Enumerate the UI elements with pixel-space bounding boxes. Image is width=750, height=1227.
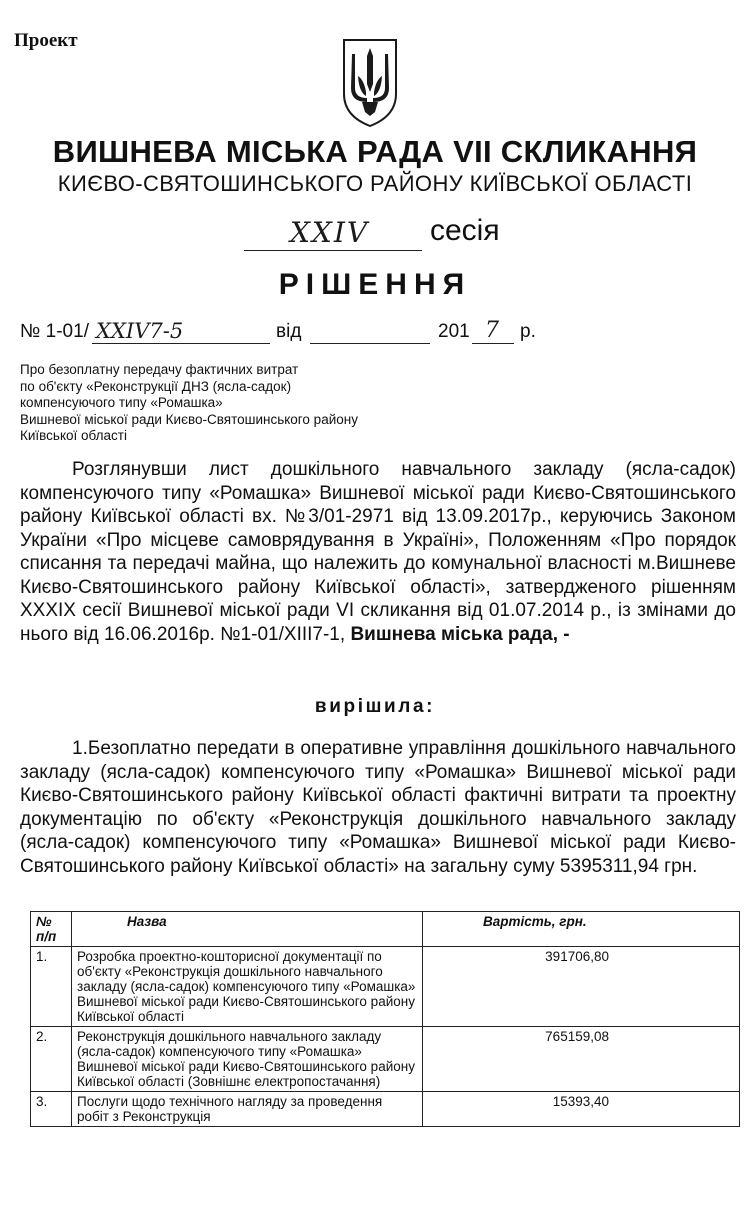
session-number: XXIV [290,216,370,249]
date-underline [310,321,430,344]
subject-line: Вишневої міської ради Києво-Святошинського району [20,411,358,427]
from-label: від [276,321,302,342]
row-number: 1. [31,947,72,1027]
row-name: Розробка проектно-кошторисної документації по об'єкту «Реконструкція дошкільного навчального закладу (ясла-садок) компенсуючого типу «Ромашка» Вишневої міської ради Києво-Святошинського району Київської області [72,947,423,1027]
council-subtitle: КИЄВО-СВЯТОШИНСЬКОГО РАЙОНУ КИЇВСЬКОЇ ОБЛАСТІ [57,171,693,196]
year-suffix: р. [520,321,536,342]
resolution-item-1-text: 1.Безоплатно передати в оперативне управління дошкільного навчального закладу (ясла-садок) компенсуючого типу «Ромашка» Вишневої міської ради Києво-Святошинського району Київської області фактичні витрати та проектну документацію по об'єкту «Реконструкція дошкільного навчального закладу (ясла-садок) компенсуючого типу «Ромашка» Вишневої міської ради Києво-Святошинського району Київської області» на загальну суму 5395311,94 грн. [20,738,736,877]
row-value: 15393,40 [423,1092,740,1127]
session-label: сесія [430,214,500,247]
header-cost: Вартість, грн. [423,912,740,947]
decision-number-row [20,318,740,351]
subject-line: Про безоплатну передачу фактичних витрат [20,362,299,377]
decision-number-handwritten: XXIV7-5 [96,319,184,343]
resolved-label: вирішила: [314,696,436,717]
preamble [20,458,736,646]
row-value: 765159,08 [423,1027,740,1092]
decision-number-prefix: № 1-01/ [20,321,89,342]
project-label: Проект [14,30,78,51]
decision-subject [20,362,358,445]
row-number: 3. [31,1092,72,1127]
cost-table [30,911,740,1127]
preamble-council: Вишнева міська рада, - [350,623,570,645]
year-digit-handwritten: 7 [485,318,499,343]
row-value: 391706,80 [423,947,740,1027]
year-prefix: 201 [438,321,470,342]
council-title: ВИШНЕВА МІСЬКА РАДА VII СКЛИКАННЯ [52,134,698,169]
header-number: № п/п [31,912,72,947]
header-name: Назва [72,912,423,947]
row-number: 2. [31,1027,72,1092]
decision-title: РІШЕННЯ [278,268,472,301]
resolution-item-1 [20,737,736,878]
row-name: Послуги щодо технічного нагляду за проведення робіт з Реконструкція [72,1092,423,1127]
subject-line: по об'єкту «Реконструкції ДНЗ (ясла-садок) [20,378,292,394]
row-name: Реконструкція дошкільного навчального закладу (ясла-садок) компенсуючого типу «Ромашка» Вишневої міської ради Києво-Святошинського району Київської області (Зовнішнє електропостачання) [72,1027,423,1092]
table-row [31,1027,740,1092]
table-header-row [31,912,740,947]
preamble-text: Розглянувши лист дошкільного навчального закладу (ясла-садок) компенсуючого типу «Ромашка» Вишневої міської ради Києво-Святошинського району Київської області вх. №3/01-2971 від 13.09.2017р., керуючись Законом України «Про місцеве самоврядування в Україні», Положенням «Про порядок списання та передачі майна, що належить до комунальної власності м.Вишневе Києво-Святошинського району Київської області», затвердженого рішенням XXXIX сесії Вишневої міської ради VI скликання від 01.07.2014 р., із змінами до нього від 16.06.2016р. №1-01/XIII7-1, [20,459,736,645]
trident-coat-of-arms-icon [340,36,400,128]
table-row [31,1092,740,1127]
table-row [31,947,740,1027]
subject-line: Київської області [20,428,127,443]
subject-line: компенсуючого типу «Ромашка» [20,395,223,410]
